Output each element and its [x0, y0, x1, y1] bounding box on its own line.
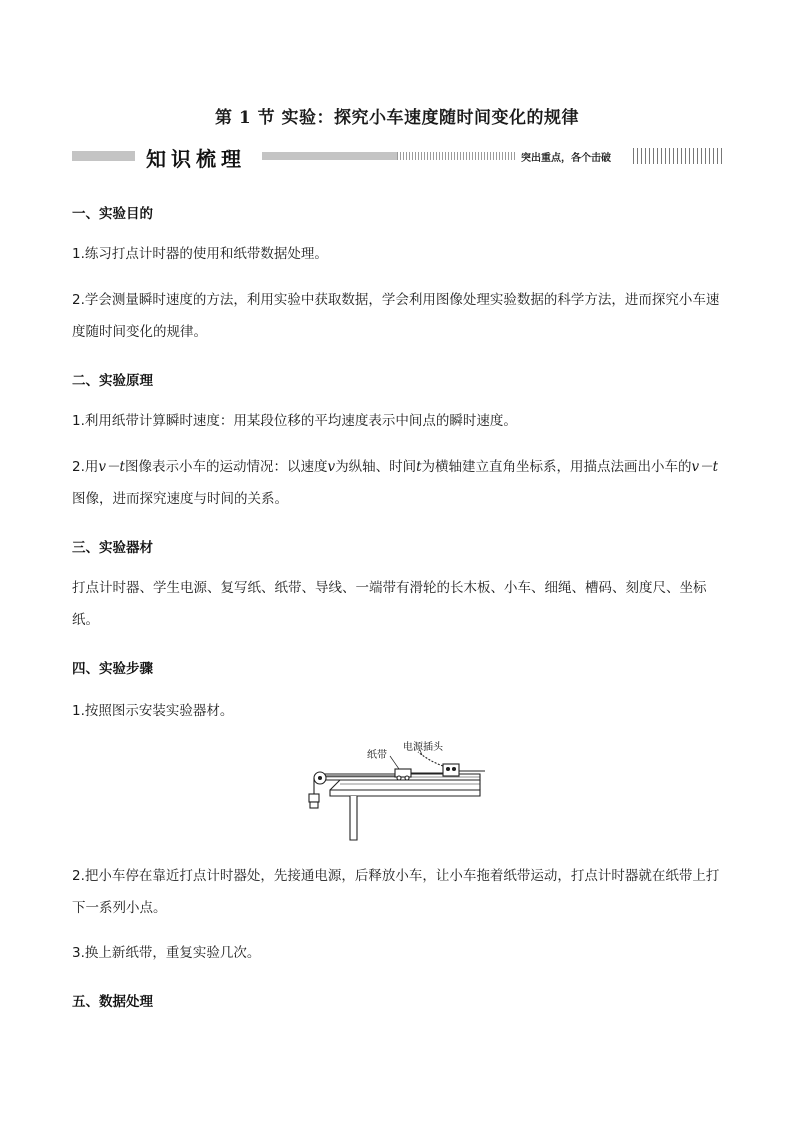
step-1: 1.按照图示安装实验器材。 — [72, 703, 234, 719]
apparatus-figure — [300, 738, 490, 848]
principle-text: 2.用 — [72, 459, 99, 475]
purpose-item-1: 1.练习打点计时器的使用和纸带数据处理。 — [72, 246, 328, 262]
vt-symbol: v－t — [98, 459, 125, 475]
section-heading-equipment: 三、实验器材 — [72, 540, 153, 556]
banner-bar-middle — [262, 152, 397, 160]
section-banner — [72, 145, 722, 171]
banner-slogan: 突出重点，各个击破 — [521, 153, 611, 164]
apparatus-drawing — [300, 738, 490, 848]
principle-text: 为纵轴、时间 — [335, 459, 417, 475]
page-title: 第 1 节 实验：探究小车速度随时间变化的规律 — [214, 108, 580, 128]
section-heading-steps: 四、实验步骤 — [72, 661, 153, 677]
principle-text: 图像，进而探究速度与时间的关系。 — [72, 491, 288, 507]
section-heading-data-processing: 五、数据处理 — [72, 994, 153, 1010]
velocity-symbol: v — [327, 459, 336, 475]
section-heading-purpose: 一、实验目的 — [72, 206, 153, 222]
principle-item-1: 1.利用纸带计算瞬时速度：用某段位移的平均速度表示中间点的瞬时速度。 — [72, 413, 517, 429]
principle-text: 为横轴建立直角坐标系，用描点法画出小车的 — [421, 459, 692, 475]
purpose-item-2: 2.学会测量瞬时速度的方法，利用实验中获取数据，学会利用图像处理实验数据的科学方法，进而探究小车速度随时间变化的规律。 — [72, 292, 720, 340]
time-symbol: t — [416, 459, 422, 475]
principle-text: 图像表示小车的运动情况：以速度 — [124, 459, 328, 475]
banner-heading: 知识梳理 — [146, 147, 246, 171]
step-3: 3.换上新纸带，重复实验几次。 — [72, 945, 261, 961]
banner-dotted-strip — [397, 152, 517, 160]
banner-bars-right — [633, 148, 722, 164]
principle-item-2 — [72, 451, 724, 515]
section-heading-principle: 二、实验原理 — [72, 373, 153, 389]
step-2: 2.把小车停在靠近打点计时器处，先接通电源，后释放小车，让小车拖着纸带运动，打点计时器就在纸带上打下一系列小点。 — [72, 868, 720, 916]
equipment-list: 打点计时器、学生电源、复写纸、纸带、导线、一端带有滑轮的长木板、小车、细绳、槽码、刻度尺、坐标纸。 — [72, 580, 707, 628]
vt-symbol: v－t — [691, 459, 719, 475]
label-power-plug: 电源插头 — [403, 742, 443, 753]
label-paper-tape: 纸带 — [367, 750, 387, 761]
banner-bar-left — [72, 151, 135, 161]
